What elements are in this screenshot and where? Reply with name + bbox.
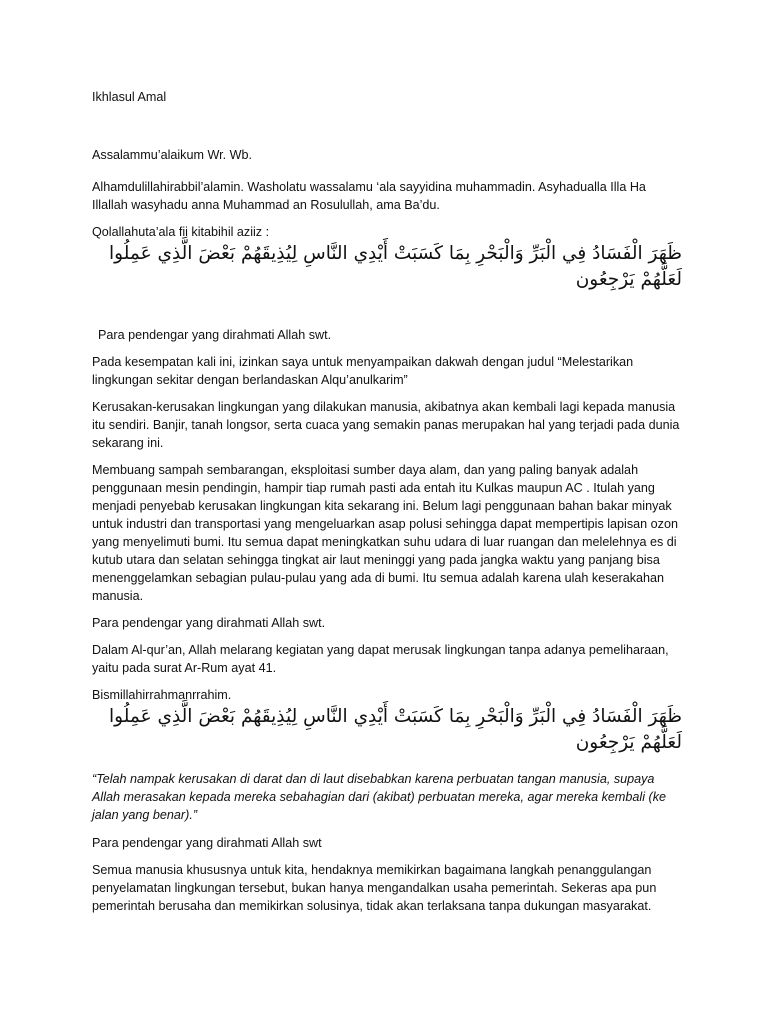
address-line: Para pendengar yang dirahmati Allah swt. [92,616,326,630]
address-line: Para pendengar yang dirahmati Allah swt. [98,328,332,342]
body-paragraph: Dalam Al-qur’an, Allah melarang kegiatan yang dapat merusak lingkungan tanpa adanya pemeliharaan, yaitu pada surat Ar-Rum ayat 41. [92,643,669,675]
arabic-verse: ظَهَرَ الْفَسَادُ فِي الْبَرِّ وَالْبَحْرِ بِمَا كَسَبَتْ أَيْدِي النَّاسِ لِيُذِيقَهُمْ بَعْضَ الَّذِي عَمِلُوا لَعَلَّهُمْ يَرْجِعُون [109,243,682,290]
basmalah: Bismillahirrahmanrrahim. [92,688,232,702]
verse-intro: Qolallahuta’ala fii kitabihil aziiz : [92,225,270,239]
greeting: Assalammu’alaikum Wr. Wb. [92,148,253,162]
document-page [92,88,682,924]
body-paragraph: Membuang sampah sembarangan, eksploitasi sumber daya alam, dan yang paling banyak adalah penggunaan mesin pendingin, hampir tiap rumah pasti ada entah itu Kulkas maupun AC . Itulah yang menjadi penyebab kerusakan lingkungan kita sekarang ini. Belum lagi penggunaan bahan bakar minyak untuk industri dan transportasi yang mengeluarkan asap polusi sehingga dapat mempertipis lapisan ozon yang menyelimuti bumi. Itu semua dapat meningkatkan suhu udara di luar ruangan dan melelehnya es di kutub utara dan selatan sehingga tingkat air laut meninggi yang pada jangka waktu yang panjang bisa menenggelamkan sebagian pulau-pulau yang ada di bumi. Itu semua adalah karena ulah keserakahan manusia. [92,463,678,603]
body-paragraph: Kerusakan-kerusakan lingkungan yang dilakukan manusia, akibatnya akan kembali lagi kepada manusia itu sendiri. Banjir, tanah longsor, serta cuaca yang semakin panas merupakan hal yang terjadi pada dunia sekarang ini. [92,400,680,450]
arabic-verse: ظَهَرَ الْفَسَادُ فِي الْبَرِّ وَالْبَحْرِ بِمَا كَسَبَتْ أَيْدِي النَّاسِ لِيُذِيقَهُمْ بَعْضَ الَّذِي عَمِلُوا لَعَلَّهُمْ يَرْجِعُون [109,706,682,753]
address-line: Para pendengar yang dirahmati Allah swt [92,836,322,850]
document-title: Ikhlasul Amal [92,90,167,104]
opening-paragraph: Alhamdulillahirabbil’alamin. Washolatu wassalamu ‘ala sayyidina muhammadin. Asyhadualla Illa Ha Illallah wasyhadu anna Muhammad an Rosulullah, ama Ba’du. [92,180,646,212]
body-paragraph: Semua manusia khususnya untuk kita, hendaknya memikirkan bagaimana langkah penanggulangan penyelamatan lingkungan tersebut, bukan hanya mengandalkan usaha pemerintah. Sekeras apa pun pemerintah berusaha dan memikirkan solusinya, tidak akan terlaksana tanpa dukungan masyarakat. [92,863,657,913]
body-paragraph: Pada kesempatan kali ini, izinkan saya untuk menyampaikan dakwah dengan judul “Melestarikan lingkungan sekitar dengan berlandaskan Alqu’anulkarim” [92,355,634,387]
verse-translation: “Telah nampak kerusakan di darat dan di laut disebabkan karena perbuatan tangan manusia, supaya Allah merasakan kepada mereka sebahagian dari (akibat) perbuatan mereka, agar mereka kembali (ke jalan yang benar).” [92,772,667,822]
